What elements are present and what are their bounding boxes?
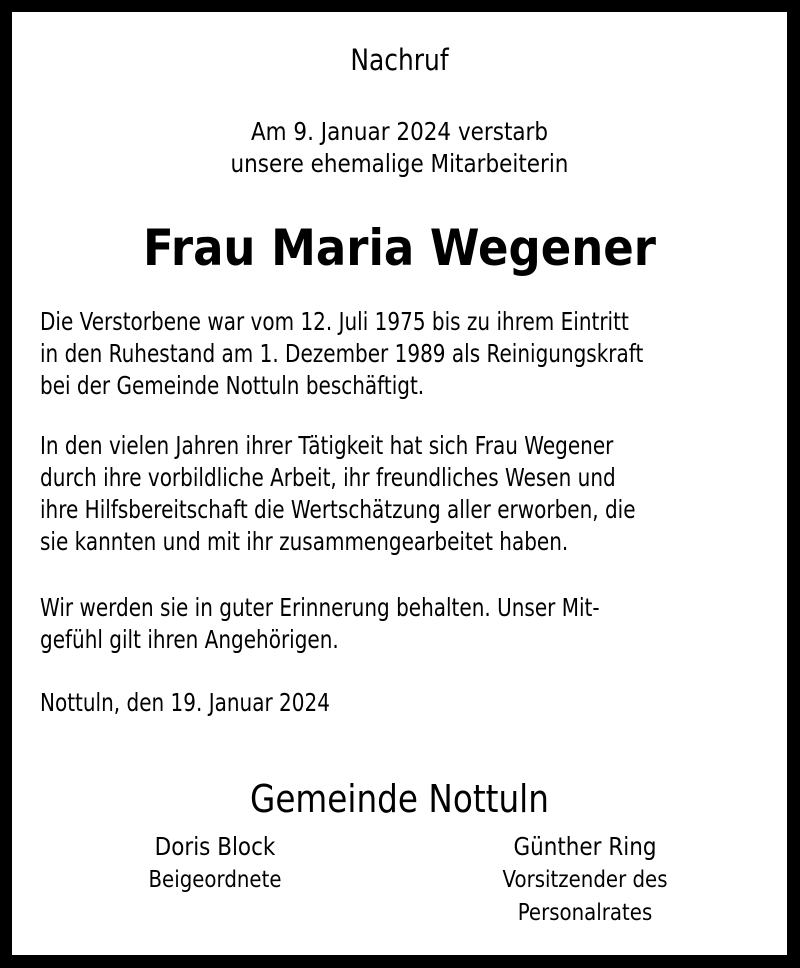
obituary-notice xyxy=(12,12,787,955)
signatory-name: Günther Ring xyxy=(513,832,657,861)
body-line: In den vielen Jahren ihrer Tätigkeit hat sich Frau Wegener xyxy=(40,431,614,460)
signatory-title: Vorsitzender des xyxy=(502,867,668,893)
deceased-name: Frau Maria Wegener xyxy=(143,219,656,277)
notice-heading: Nachruf xyxy=(350,43,449,77)
intro-line-2: unsere ehemalige Mitarbeiterin xyxy=(230,149,569,178)
intro-line-1: Am 9. Januar 2024 verstarb xyxy=(250,117,549,146)
signatory-title: Beigeordnete xyxy=(148,867,282,893)
organization-name: Gemeinde Nottuln xyxy=(250,777,549,821)
body-line: gefühl gilt ihren Angehörigen. xyxy=(40,625,339,654)
body-line: durch ihre vorbildliche Arbeit, ihr freundliches Wesen und xyxy=(40,463,616,492)
body-line: ihre Hilfsbereitschaft die Wertschätzung aller erworben, die xyxy=(40,495,636,524)
place-date: Nottuln, den 19. Januar 2024 xyxy=(40,688,330,717)
signatory-title: Personalrates xyxy=(517,900,653,926)
body-line: sie kannten und mit ihr zusammengearbeitet haben. xyxy=(40,527,569,556)
body-line: in den Ruhestand am 1. Dezember 1989 als Reinigungskraft xyxy=(40,339,644,368)
body-line: Die Verstorbene war vom 12. Juli 1975 bis zu ihrem Eintritt xyxy=(40,307,629,336)
body-line: Wir werden sie in guter Erinnerung behalten. Unser Mit- xyxy=(40,593,600,622)
body-line: bei der Gemeinde Nottuln beschäftigt. xyxy=(40,371,425,400)
signatory-name: Doris Block xyxy=(154,832,276,861)
